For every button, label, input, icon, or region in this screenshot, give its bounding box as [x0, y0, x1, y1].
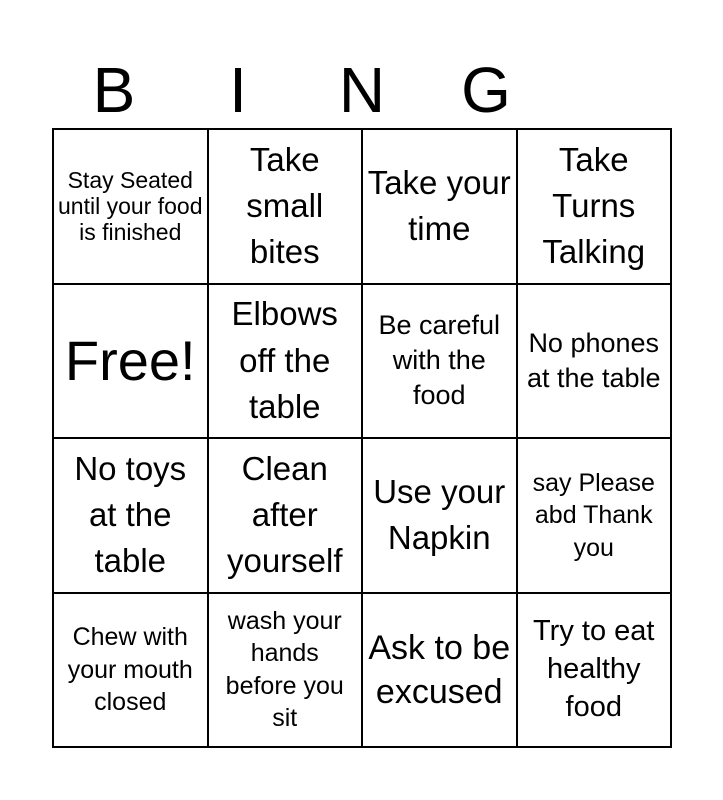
- bingo-cell: wash your hands before you sit: [209, 594, 364, 749]
- free-space: Free!: [54, 285, 209, 440]
- bingo-cell: Use your Napkin: [363, 439, 518, 594]
- bingo-cell: Clean after yourself: [209, 439, 364, 594]
- bingo-cell: Take small bites: [209, 130, 364, 285]
- header-letter-i: I: [229, 54, 247, 126]
- bingo-cell: Ask to be excused: [363, 594, 518, 749]
- bingo-board: [52, 128, 672, 748]
- header-letter-b: B: [92, 54, 136, 126]
- bingo-cell: Elbows off the table: [209, 285, 364, 440]
- bingo-cell: Chew with your mouth closed: [54, 594, 209, 749]
- bingo-header: [52, 55, 672, 125]
- bingo-cell: Take Turns Talking: [518, 130, 673, 285]
- bingo-cell: No phones at the table: [518, 285, 673, 440]
- bingo-cell: Stay Seated until your food is finished: [54, 130, 209, 285]
- bingo-cell: Try to eat healthy food: [518, 594, 673, 749]
- bingo-cell: Take your time: [363, 130, 518, 285]
- bingo-cell: say Please abd Thank you: [518, 439, 673, 594]
- bingo-cell: Be careful with the food: [363, 285, 518, 440]
- header-letter-n: N: [338, 54, 386, 126]
- bingo-cell: No toys at the table: [54, 439, 209, 594]
- header-letter-g: G: [461, 54, 511, 126]
